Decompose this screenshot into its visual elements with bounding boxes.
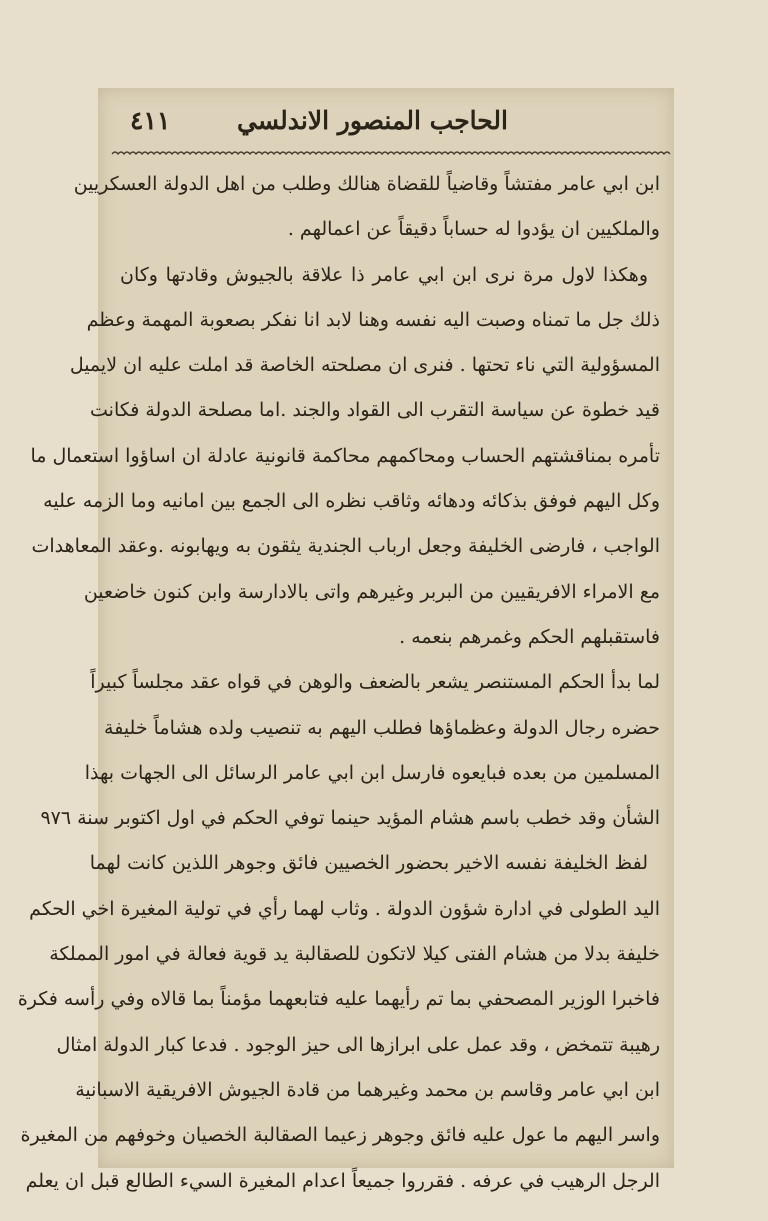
text-line: المسؤولية التي ناء تحتها . فنرى ان مصلحته الخاصة قد املت عليه ان لايميل [69,354,660,377]
text-line: المسلمين من بعده فبايعوه فارسل ابن ابي عامر الرسائل الى الجهات بهذا [84,761,660,784]
text-line: الشأن وقد خطب باسم هشام المؤيد حينما توفي الحكم في اول اكتوبر سنة ٩٧٦ [40,807,660,830]
page-header [118,104,658,146]
text-line: لفظ الخليفة نفسه الاخير بحضور الخصيين فائق وجوهر اللذين كانت لهما [89,852,648,875]
text-line: وهكذا لاول مرة نرى ابن ابي عامر ذا علاقة بالجيوش وقادتها وكان [120,263,648,286]
text-line: وكل اليهم فوفق بذكائه ودهائه وثاقب نظره الى الجمع بين امانيه وما الزمه عليه [43,490,660,513]
text-line: ابن ابي عامر وقاسم بن محمد وغيرهما من قادة الجيوش الافريقية الاسبانية [75,1078,660,1101]
text-line: تأمره بمناقشتهم الحساب ومحاكمهم محاكمة قانونية عادلة ان اساؤوا استعمال ما [30,444,660,467]
text-line: ذلك جل ما تمناه وصبت اليه نفسه وهنا لابد انا نفكر بصعوبة المهمة وعظم [86,308,660,331]
body-text [17,162,660,1204]
text-line: واسر اليهم ما عول عليه فائق وجوهر زعيما الصقالبة الخصيان وخوفهم من المغيرة [20,1124,660,1147]
text-line: رهيبة تتمخض ، وقد عمل على ابرازها الى حيز الوجود . فدعا كبار الدولة امثال [56,1033,660,1056]
running-title: الحاجب المنصور الاندلسي [237,106,508,135]
text-line: حضره رجال الدولة وعظماؤها فطلب اليهم به تنصيب ولده هشاماً خليفة [104,716,660,739]
page-number: ٤١١ [130,106,171,135]
text-line: فاستقبلهم الحكم وغمرهم بنعمه . [399,625,660,648]
text-line: ابن ابي عامر مفتشاً وقاضياً للقضاة هنالك وطلب من اهل الدولة العسكريين [73,173,660,195]
text-line: والملكيين ان يؤدوا له حساباً دقيقاً عن اعمالهم . [287,218,660,241]
text-line: فاخبرا الوزير المصحفي بما تم رأيهما عليه فتابعهما مؤمناً بما قالاه وفي رأسه فكرة [17,988,660,1011]
text-line: الواجب ، فارضى الخليفة وجعل ارباب الجندية يثقون به ويهابونه .وعقد المعاهدات [31,535,660,558]
text-line: مع الامراء الافريقيين من البربر وغيرهم واتى بالادارسة وابن كنون خاضعين [83,580,660,603]
wavy-rule-divider [112,148,668,160]
text-line: قيد خطوة عن سياسة التقرب الى القواد والجند .اما مصلحة الدولة فكانت [90,399,660,422]
text-line: اليد الطولى في ادارة شؤون الدولة . وثاب لهما رأي في تولية المغيرة اخي الحكم [29,897,660,920]
text-line: الرجل الرهيب في عرفه . فقرروا جميعاً اعدام المغيرة السيء الطالع قبل ان يعلم [25,1169,660,1192]
text-line: لما بدأ الحكم المستنصر يشعر بالضعف والوهن في قواه عقد مجلساً كبيراً [90,671,660,694]
text-line: خليفة بدلا من هشام الفتى كيلا لاتكون للصقالبة يد قوية فعالة في امور المملكة [49,943,660,966]
